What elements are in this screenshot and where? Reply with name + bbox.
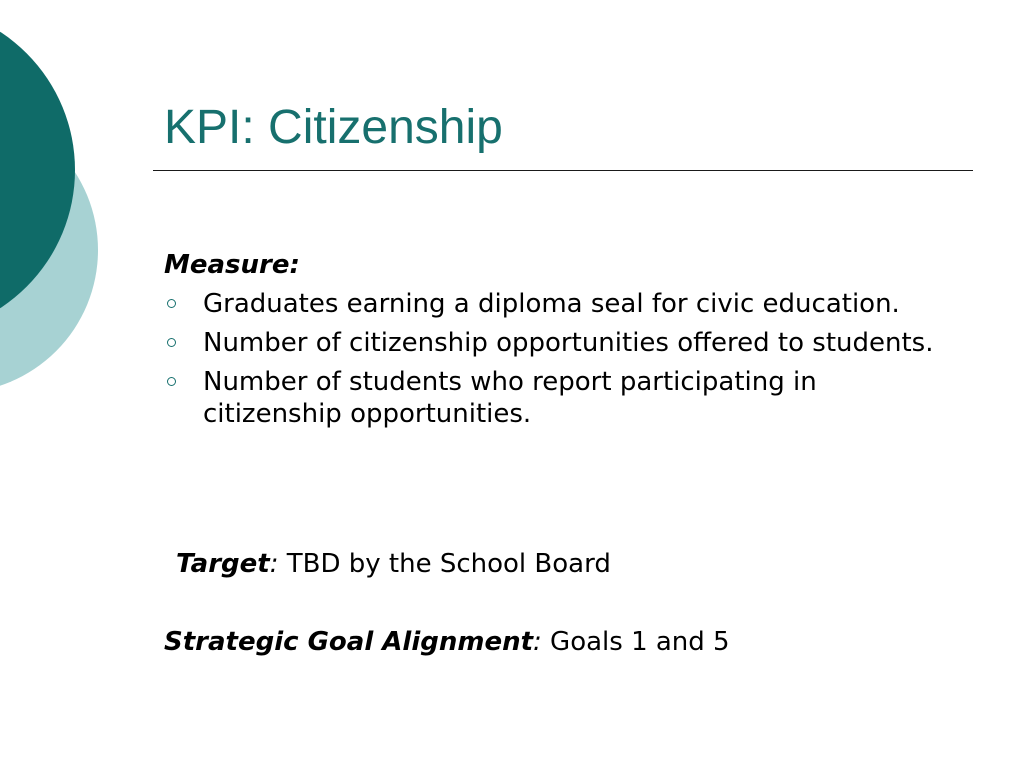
slide-body — [164, 248, 934, 437]
target-value: TBD by the School Board — [278, 549, 611, 579]
target-separator: : — [269, 549, 279, 579]
slide-title: KPI: Citizenship — [164, 101, 503, 154]
goal-alignment-label: Strategic Goal Alignment — [164, 627, 534, 657]
goal-alignment-line — [164, 624, 730, 660]
decorative-circles — [0, 0, 120, 420]
title-divider — [153, 170, 973, 171]
list-item — [164, 327, 934, 359]
measure-text: Number of citizenship opportunities offered to students. — [203, 328, 934, 358]
goal-alignment-separator: : — [533, 627, 542, 657]
bullet-circle-icon — [167, 338, 176, 347]
list-item — [164, 366, 934, 430]
measure-text: Graduates earning a diploma seal for civic education. — [203, 289, 900, 319]
bullet-circle-icon — [167, 299, 176, 308]
target-line — [176, 546, 611, 582]
bullet-circle-icon — [167, 377, 176, 386]
measure-text: Number of students who report participating in citizenship opportunities. — [203, 367, 817, 429]
target-label: Target — [176, 549, 270, 579]
measure-label: Measure: — [164, 250, 300, 280]
list-item — [164, 288, 934, 320]
goal-alignment-value: Goals 1 and 5 — [541, 627, 730, 657]
measure-list — [164, 288, 934, 430]
